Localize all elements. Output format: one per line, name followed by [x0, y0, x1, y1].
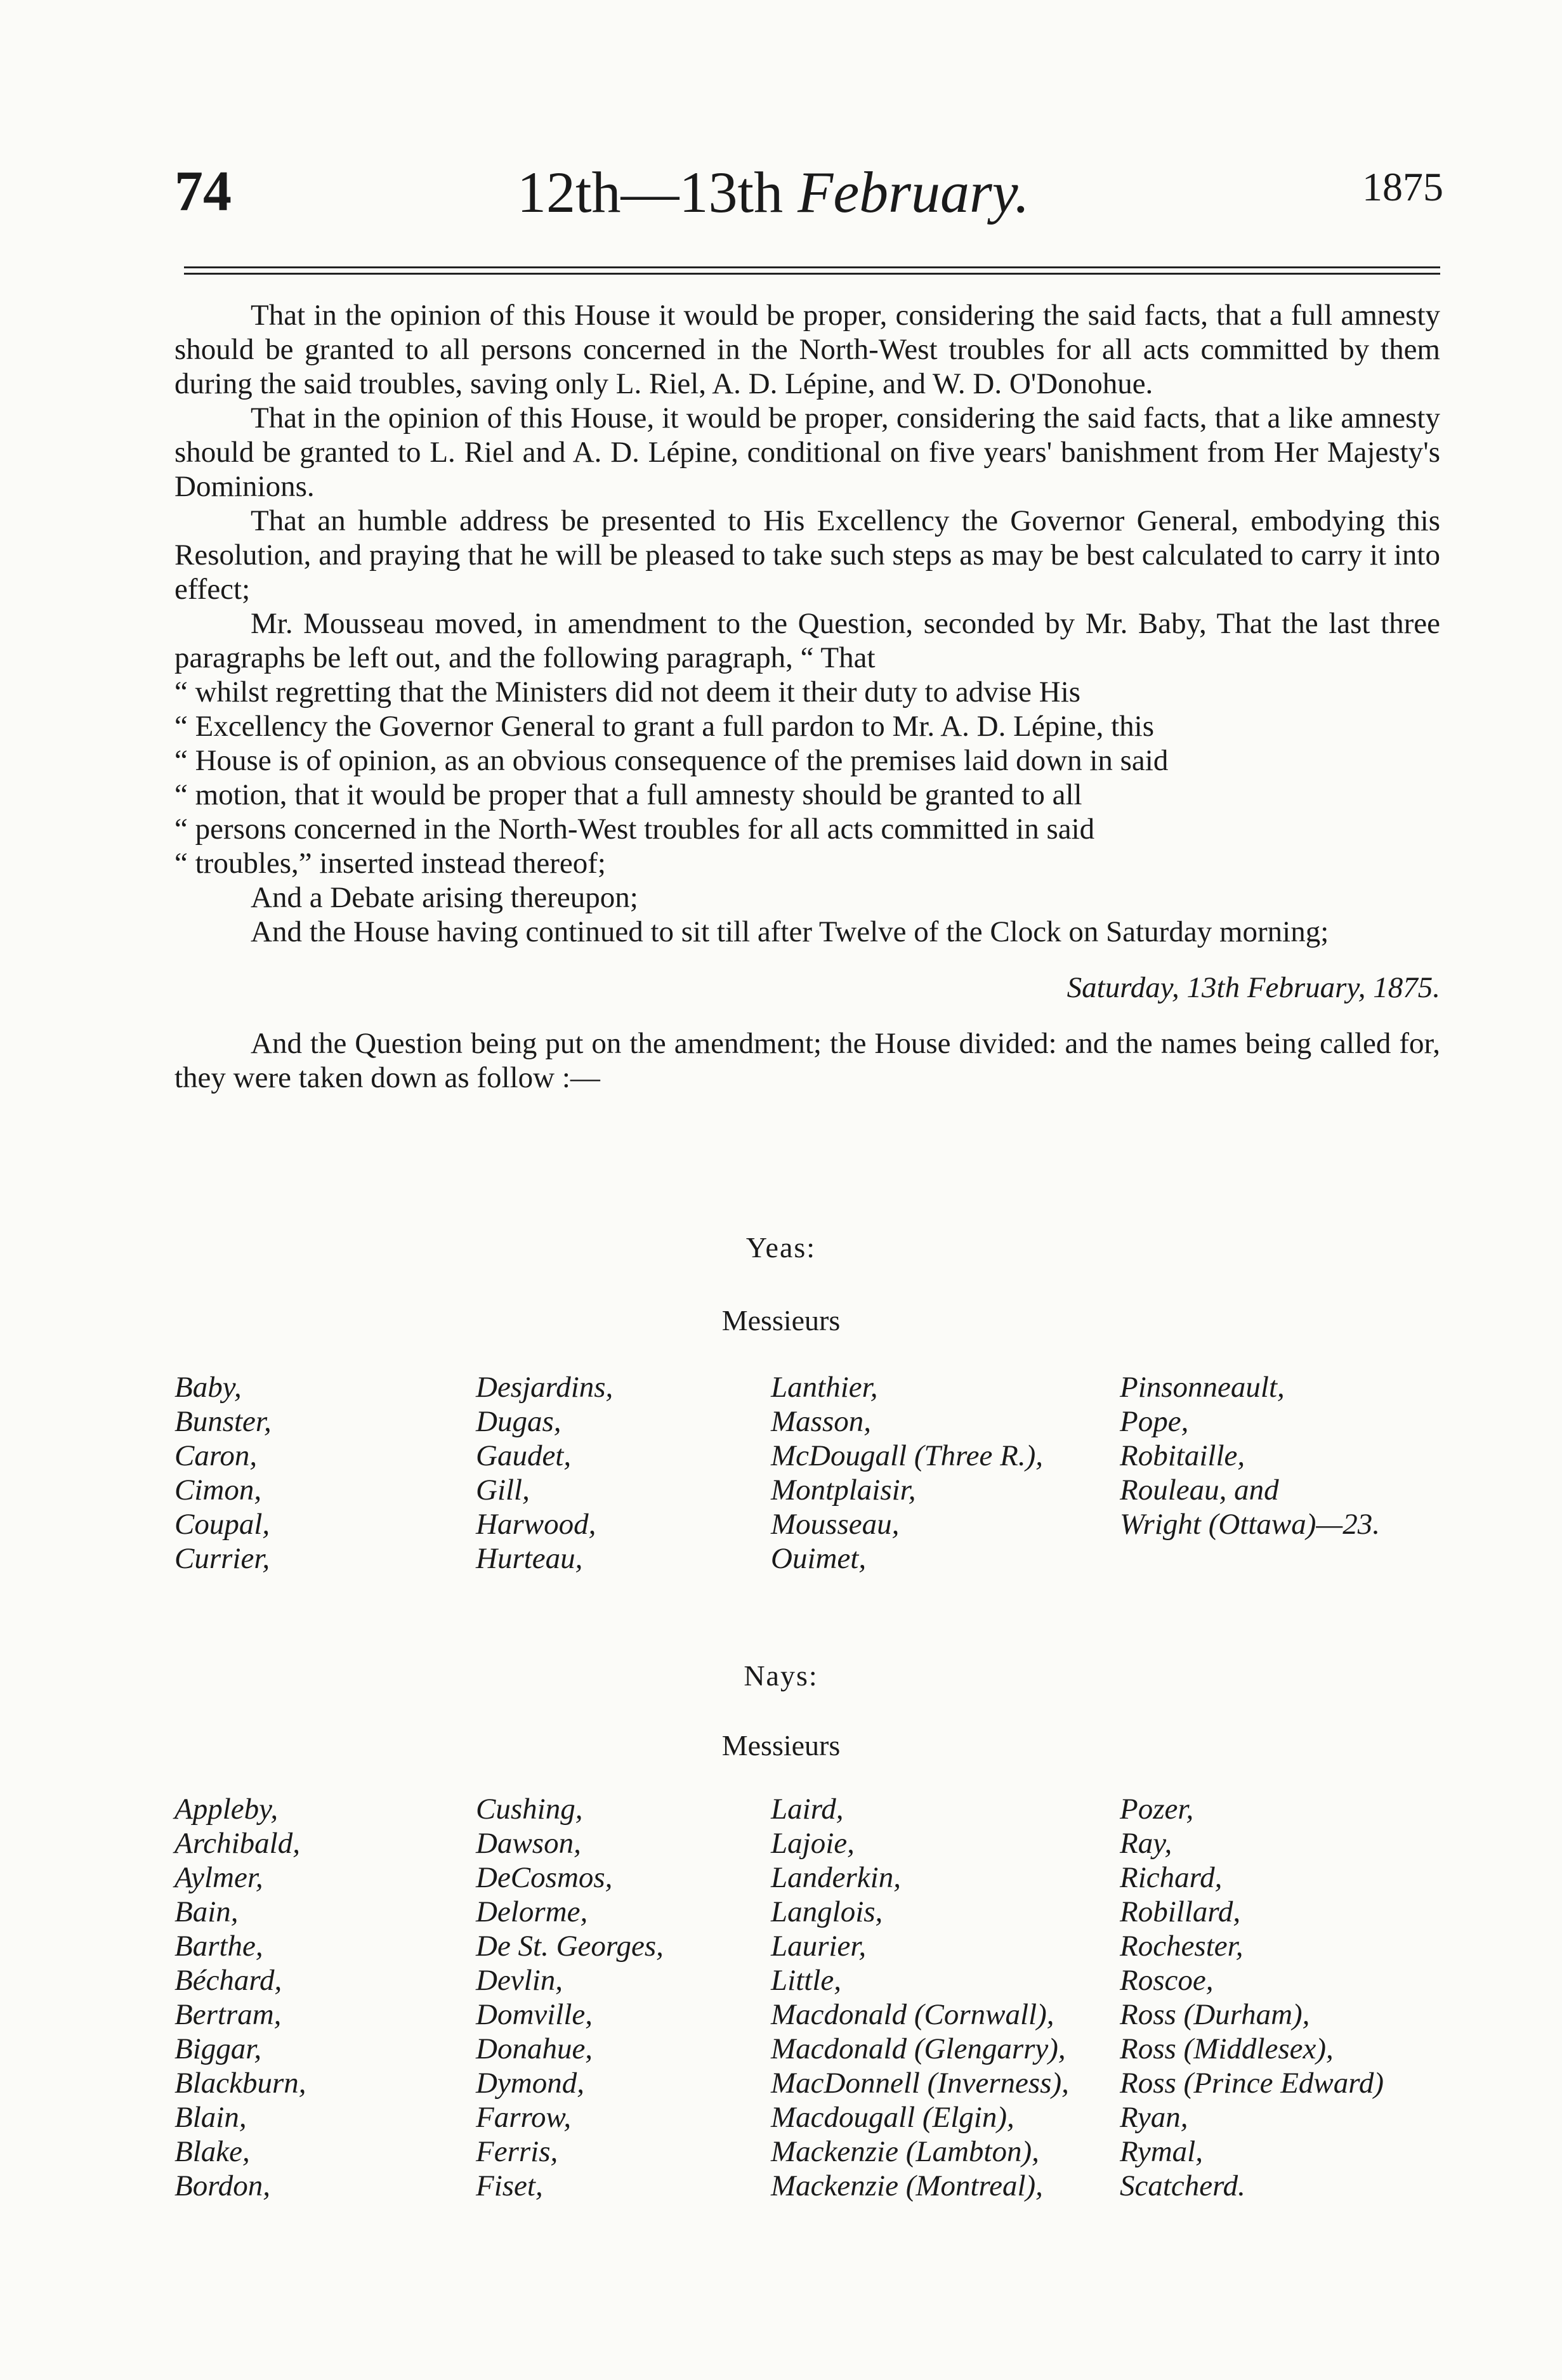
quote-line: “ House is of opinion, as an obvious consequence of the premises laid down in said: [174, 744, 1169, 777]
page-title: [517, 159, 1030, 226]
member-name: Pope,: [1120, 1405, 1189, 1438]
member-name: Macdougall (Elgin),: [771, 2101, 1014, 2134]
member-name: Hurteau,: [476, 1542, 583, 1575]
member-name: Dugas,: [476, 1405, 561, 1438]
paragraph-address: That an humble address be presented to His Excellency the Governor General, embodying this Resolution, and praying that he will be pleased to take such steps as may be best calculated to carry it into effect;: [174, 504, 1440, 606]
member-name: Béchard,: [174, 1964, 282, 1997]
title-dates: 12th—13th: [517, 160, 798, 225]
sitting-date: Saturday, 13th February, 1875.: [1066, 971, 1440, 1004]
member-name: Farrow,: [476, 2101, 572, 2134]
member-name: Ferris,: [476, 2135, 558, 2168]
nays-column-4: [1120, 1792, 1384, 2203]
member-name: Roscoe,: [1120, 1964, 1214, 1997]
quote-line: “ Excellency the Governor General to grant a full pardon to Mr. A. D. Lépine, this: [174, 710, 1155, 743]
page-number: 74: [174, 160, 232, 223]
title-month: February.: [797, 160, 1030, 225]
nays-heading: Nays:: [744, 1659, 818, 1692]
member-name: Macdonald (Glengarry),: [771, 2032, 1066, 2065]
member-name: Baby,: [174, 1371, 242, 1404]
member-name: Mousseau,: [771, 1508, 900, 1541]
member-name: McDougall (Three R.),: [771, 1439, 1043, 1472]
member-name: Cushing,: [476, 1793, 583, 1826]
member-name: Dawson,: [476, 1827, 581, 1860]
member-name: Rouleau, and: [1120, 1474, 1279, 1507]
member-name: Currier,: [174, 1542, 270, 1575]
member-name: Gaudet,: [476, 1439, 572, 1472]
member-name: Lanthier,: [771, 1371, 878, 1404]
nays-messieurs: Messieurs: [721, 1729, 841, 1762]
member-name: Desjardins,: [476, 1371, 614, 1404]
member-name: Rochester,: [1120, 1930, 1244, 1963]
member-name: Barthe,: [174, 1930, 263, 1963]
page-header: [174, 159, 1443, 228]
member-name: Bain,: [174, 1895, 239, 1928]
member-name: Mackenzie (Montreal),: [771, 2169, 1043, 2202]
member-name: Rymal,: [1120, 2135, 1203, 2168]
paragraph-sitting: And the House having continued to sit till after Twelve of the Clock on Saturday morning;: [251, 915, 1329, 948]
member-name: De St. Georges,: [476, 1930, 664, 1963]
member-name: Richard,: [1120, 1861, 1223, 1894]
member-name: Donahue,: [476, 2032, 593, 2065]
yeas-heading: Yeas:: [745, 1231, 817, 1264]
member-name: Wright (Ottawa)—23.: [1120, 1508, 1380, 1541]
member-name: Laird,: [771, 1793, 844, 1826]
member-name: Macdonald (Cornwall),: [771, 1998, 1054, 2031]
quote-line: “ troubles,” inserted instead thereof;: [174, 847, 606, 880]
member-name: Lajoie,: [771, 1827, 855, 1860]
member-name: Langlois,: [771, 1895, 883, 1928]
header-rule-top: [184, 266, 1440, 268]
member-name: Aylmer,: [174, 1861, 263, 1894]
page-year: 1875: [1362, 164, 1443, 209]
member-name: MacDonnell (Inverness),: [771, 2067, 1069, 2100]
member-name: Ray,: [1120, 1827, 1172, 1860]
member-name: Little,: [771, 1964, 841, 1997]
member-name: Appleby,: [174, 1793, 279, 1826]
member-name: Dymond,: [476, 2067, 584, 2100]
yeas-column-1: [174, 1370, 272, 1576]
paragraph-banishment: That in the opinion of this House, it would be proper, considering the said facts, that a like amnesty should be granted to L. Riel and A. D. Lépine, conditional on five years' banishment from Her Majesty's Dominions.: [174, 402, 1440, 503]
member-name: Harwood,: [476, 1508, 596, 1541]
paragraph-division: And the Question being put on the amendment; the House divided: and the names being called for, they were taken down as follow :—: [174, 1027, 1440, 1094]
member-name: Landerkin,: [771, 1861, 901, 1894]
paragraph-amendment: Mr. Mousseau moved, in amendment to the Question, seconded by Mr. Baby, That the last three paragraphs be left out, and the following paragraph, “ That: [174, 607, 1440, 674]
proceedings-text: [174, 298, 1440, 1095]
member-name: Blain,: [174, 2101, 247, 2134]
member-name: Masson,: [771, 1405, 871, 1438]
member-name: Cimon,: [174, 1474, 262, 1507]
member-name: Gill,: [476, 1474, 530, 1507]
member-name: Laurier,: [771, 1930, 867, 1963]
member-name: Ross (Prince Edward): [1120, 2067, 1384, 2100]
member-name: Domville,: [476, 1998, 593, 2031]
quote-line: “ whilst regretting that the Ministers did not deem it their duty to advise His: [174, 676, 1081, 709]
nays-column-1: [174, 1792, 306, 2203]
quote-line: “ persons concerned in the North-West troubles for all acts committed in said: [174, 813, 1095, 846]
member-name: Delorme,: [476, 1895, 588, 1928]
member-name: Blake,: [174, 2135, 250, 2168]
member-name: Biggar,: [174, 2032, 262, 2065]
member-name: Fiset,: [476, 2169, 543, 2202]
member-name: Montplaisir,: [771, 1474, 916, 1507]
quote-line: “ motion, that it would be proper that a full amnesty should be granted to all: [174, 778, 1082, 811]
member-name: Blackburn,: [174, 2067, 306, 2100]
member-name: Ross (Durham),: [1120, 1998, 1310, 2031]
yeas-column-4: [1120, 1370, 1380, 1541]
nays-column-2: [476, 1792, 664, 2203]
yeas-column-2: [476, 1370, 613, 1576]
member-name: Archibald,: [174, 1827, 300, 1860]
member-name: Robitaille,: [1120, 1439, 1245, 1472]
paragraph-debate: And a Debate arising thereupon;: [251, 881, 638, 914]
member-name: Devlin,: [476, 1964, 563, 1997]
member-name: Bertram,: [174, 1998, 282, 2031]
member-name: Pozer,: [1120, 1793, 1194, 1826]
yeas-column-3: [771, 1370, 1043, 1576]
member-name: Coupal,: [174, 1508, 270, 1541]
paragraph-amnesty: That in the opinion of this House it would be proper, considering the said facts, that a full amnesty should be granted to all persons concerned in the North-West troubles for all acts committed by them during the said troubles, saving only L. Riel, A. D. Lépine, and W. D. O'Donohue.: [174, 299, 1440, 400]
member-name: DeCosmos,: [476, 1861, 613, 1894]
member-name: Caron,: [174, 1439, 258, 1472]
member-name: Mackenzie (Lambton),: [771, 2135, 1039, 2168]
yeas-messieurs: Messieurs: [721, 1304, 841, 1337]
member-name: Bordon,: [174, 2169, 271, 2202]
member-name: Ryan,: [1120, 2101, 1188, 2134]
member-name: Robillard,: [1120, 1895, 1241, 1928]
member-name: Scatcherd.: [1120, 2169, 1245, 2202]
member-name: Ouimet,: [771, 1542, 867, 1575]
member-name: Pinsonneault,: [1120, 1371, 1285, 1404]
member-name: Bunster,: [174, 1405, 272, 1438]
nays-column-3: [771, 1792, 1069, 2203]
header-rule-bottom: [184, 273, 1440, 275]
member-name: Ross (Middlesex),: [1120, 2032, 1334, 2065]
